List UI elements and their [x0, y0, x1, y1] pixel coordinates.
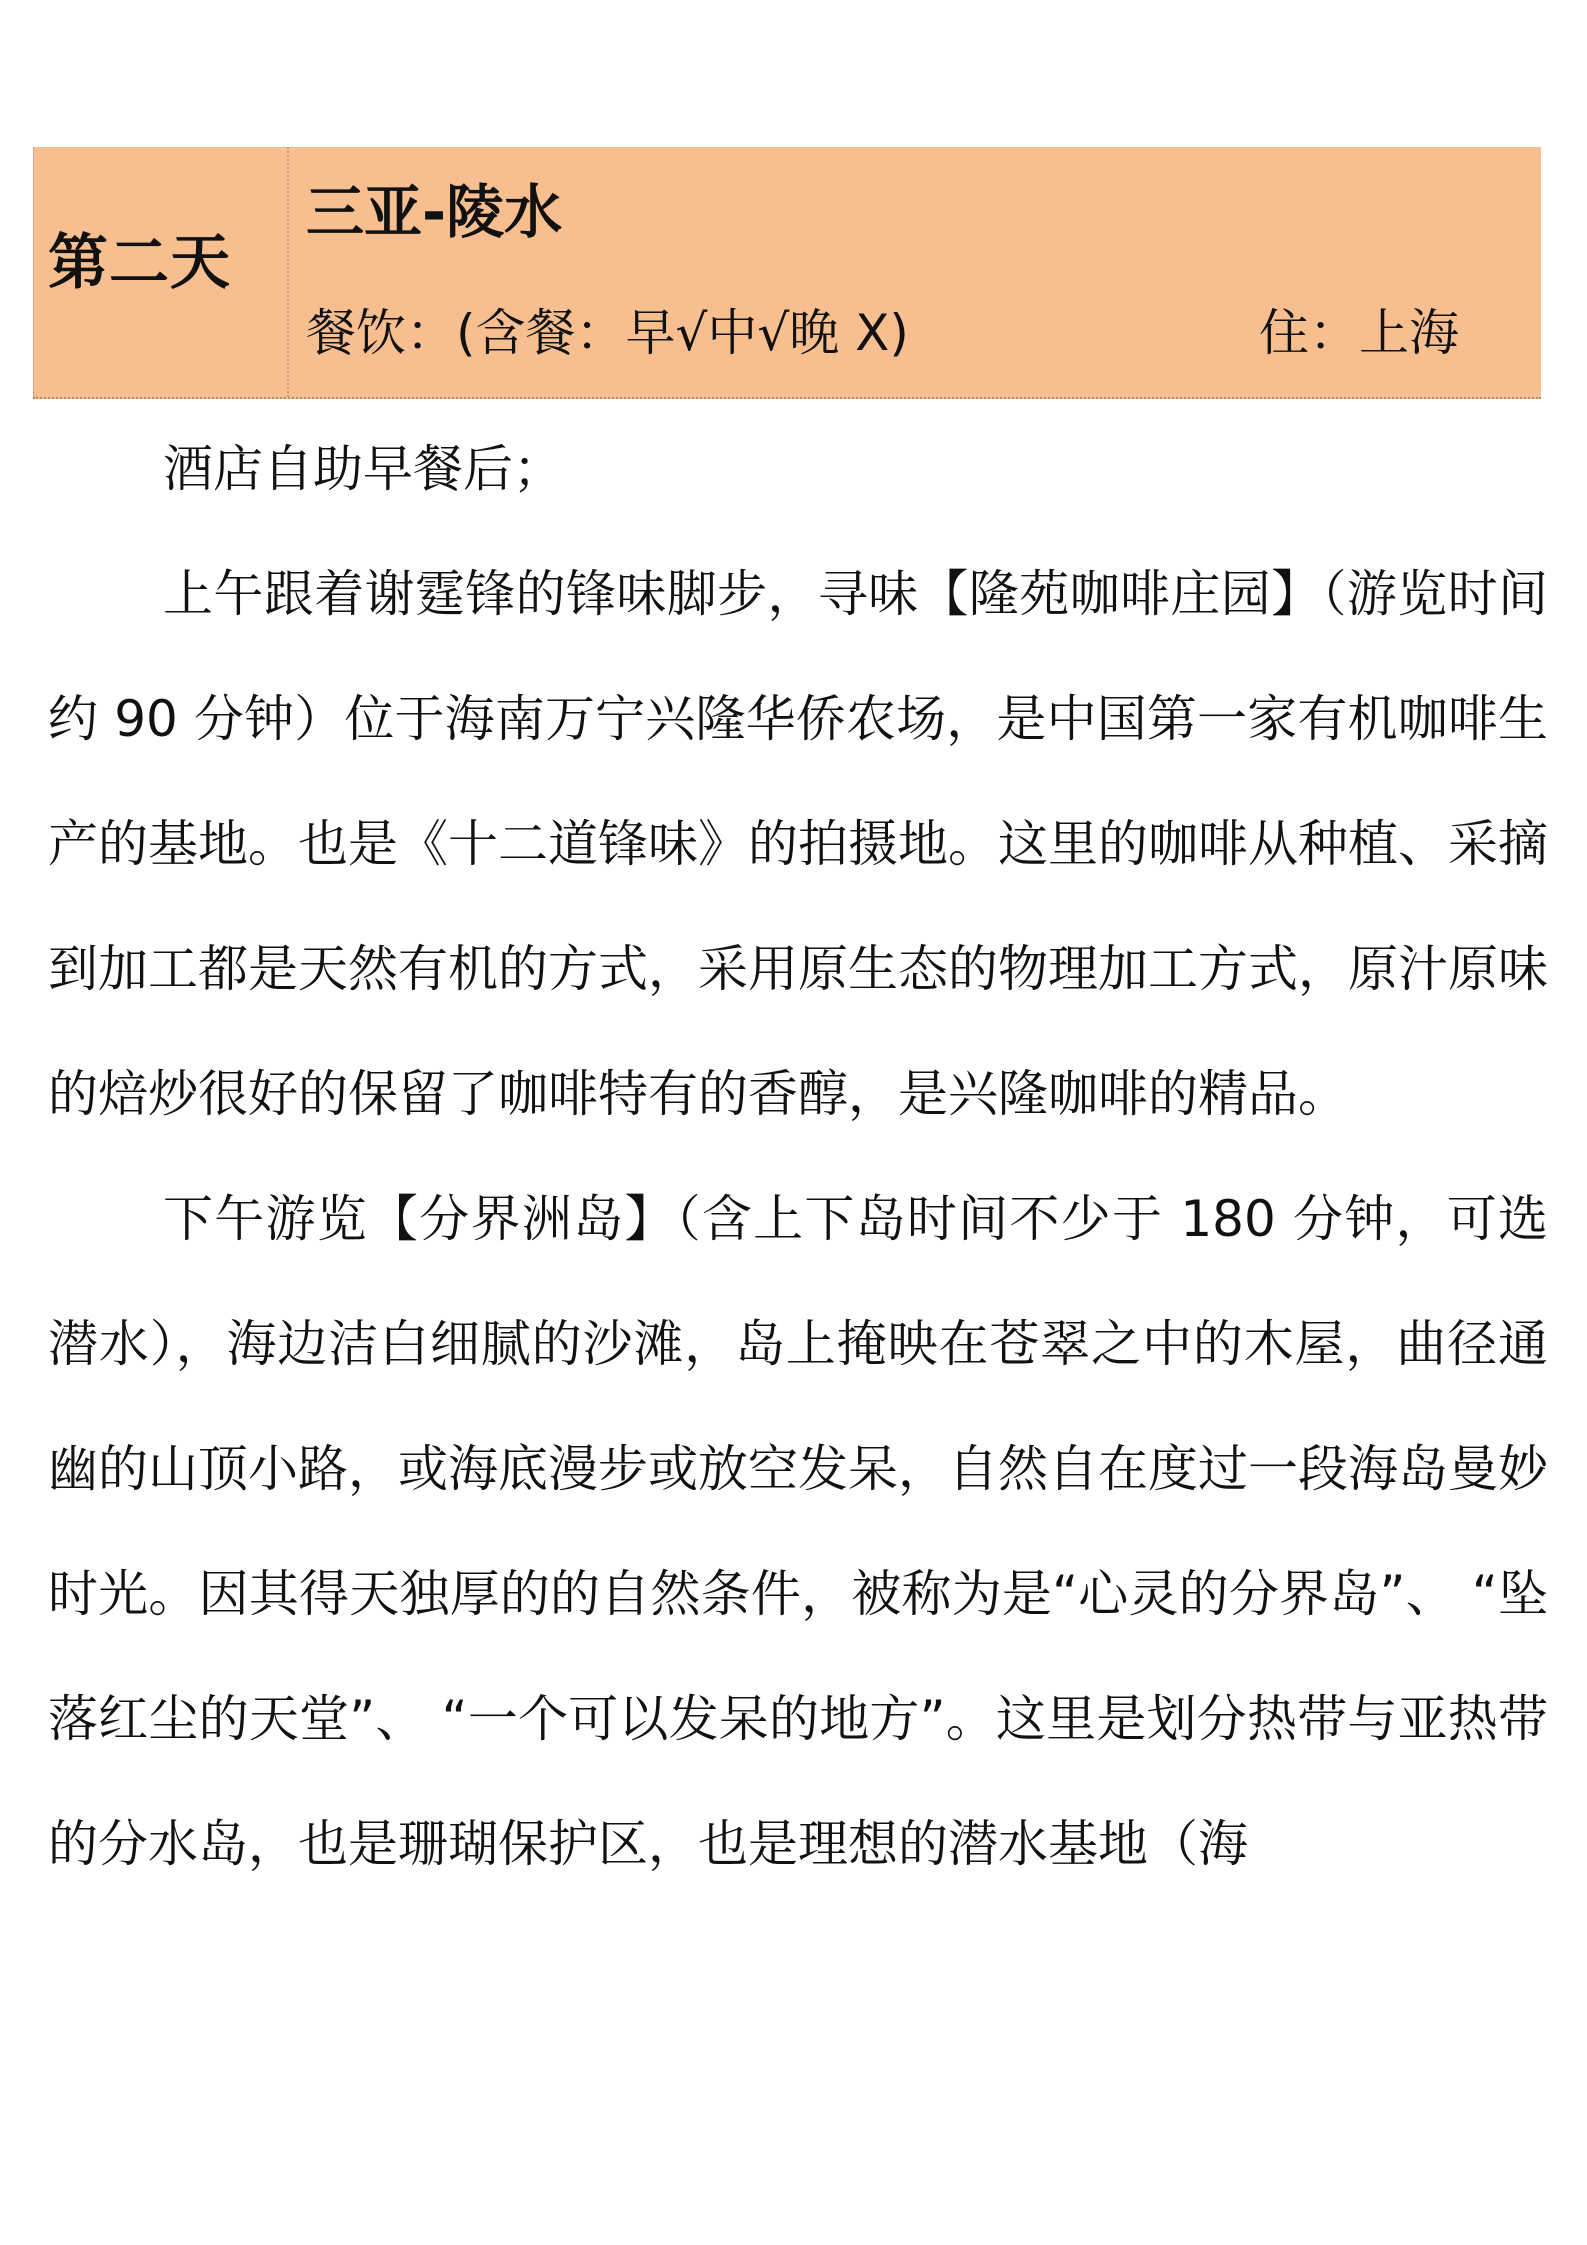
lodging-info: 住：上海	[1259, 304, 1459, 362]
meals-info: 餐饮：(含餐：早√中√晚 X)	[306, 304, 909, 362]
paragraph-breakfast: 酒店自助早餐后；	[163, 440, 563, 498]
itinerary-body	[48, 407, 1548, 1907]
paragraph-afternoon: 下午游览【分界洲岛】（含上下岛时间不少于 180 分钟，可选潜水），海边洁白细腻的沙滩，岛上掩映在苍翠之中的木屋，曲径通幽的山顶小路，或海底漫步或放空发呆，自然自在度过一段海岛曼妙时光。因其得天独厚的的自然条件，被称为是“心灵的分界岛”、 “坠落红尘的天堂”、 “一个可以发呆的地方”。这里是划分热带与亚热带的分水岛，也是珊瑚保护区，也是理想的潜水基地（海	[48, 1190, 1548, 1873]
day-label-cell	[34, 147, 289, 397]
day-header-band	[33, 147, 1541, 399]
day-label: 第二天	[48, 228, 231, 298]
route-title: 三亚-陵水	[306, 178, 563, 246]
paragraph-morning: 上午跟着谢霆锋的锋味脚步，寻味【隆苑咖啡庄园】（游览时间约 90 分钟）位于海南万宁兴隆华侨农场，是中国第一家有机咖啡生产的基地。也是《十二道锋味》的拍摄地。这里的咖啡从种植、采摘到加工都是天然有机的方式，采用原生态的物理加工方式，原汁原味的焙炒很好的保留了咖啡特有的香醇，是兴隆咖啡的精品。	[48, 565, 1548, 1123]
